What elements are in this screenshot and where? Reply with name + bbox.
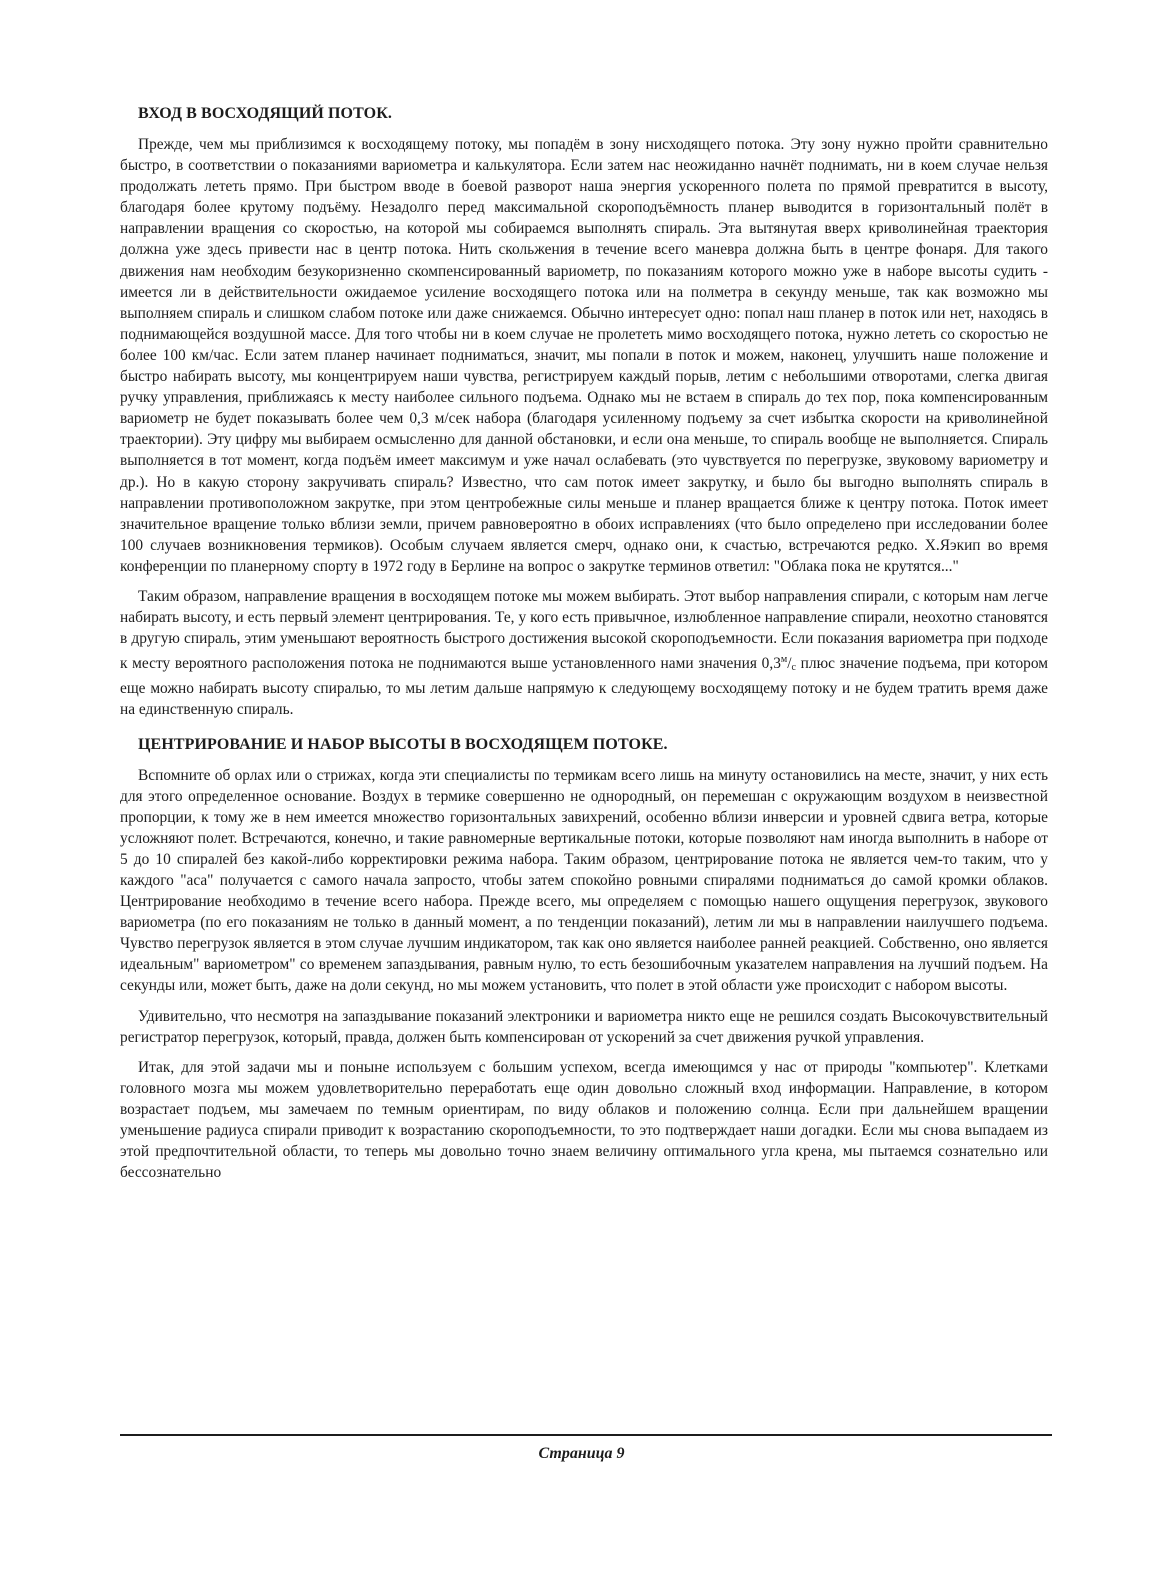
section-heading-entry: ВХОД В ВОСХОДЯЩИЙ ПОТОК. <box>138 105 393 122</box>
paragraph: Удивительно, что несмотря на запаздывание показаний электроники и вариометра никто еще не решился создать Высокочувствительный регистратор перегрузок, который, правда, должен быть компенсирован от ускорений за счет движения ручкой управления. <box>120 1007 1048 1046</box>
paragraph-text: Таким образом, направление вращения в восходящем потоке мы можем выбирать. Этот выбор направления спирали, с которым нам легче набирать высоту, и есть первый элемент центрирования. Те, у кого есть привычное, излюбленное направление спирали, неохотно становятся в другую спираль, этим уменьшают вероятность быстрого достижения высокой скороподъемности. Если показания вариометра при подходе к месту вероятного расположения потока не поднимаются выше установленного нами значения 0,3 <box>120 587 1048 673</box>
paragraph: Вспомните об орлах или о стрижах, когда эти специалисты по термикам всего лишь на минуту остановились на месте, значит, у них есть для этого определенное основание. Воздух в термике совершенно не однородный, он перемешан с окружающим воздухом в неизвестной пропорции, к тому же в нем имеется множество горизонтальных завихрений, особенно вблизи инверсии и уровней сдвига ветра, которые усложняют полет. Встречаются, конечно, и такие равномерные вертикальные потоки, которые позволяют нам иногда выполнить в наборе от 5 до 10 спиралей без какой-либо корректировки режима набора. Таким образом, центрирование потока не является чем-то таким, что у каждого "аса" получается с самого начала запросто, чтобы затем спокойно ровными спиралями подниматься до самой кромки облаков. Центрирование необходимо в течение всего набора. Прежде всего, мы определяем с помощью нашего ощущения перегрузок, звукового вариометра (по его показаниям не только в данный момент, а по тенденции показаний), летим ли мы в направлении наилучшего подъема. Чувство перегрузок является в этом случае лучшим индикатором, так как оно является наиболее ранней реакцией. Собственно, оно является идеальным" вариометром" со временем запаздывания, равным нулю, то есть безошибочным указателем направления на лучший подъем. На секунды или, может быть, даже на доли секунд, но мы можем установить, что полет в этой области уже происходит с набором высоты. <box>120 766 1048 995</box>
unit-fraction <box>781 655 796 672</box>
unit-denominator: с <box>791 662 796 674</box>
page-number: Страница 9 <box>538 1445 625 1462</box>
paragraph <box>120 586 1048 721</box>
paragraph: Прежде, чем мы приблизимся к восходящему потоку, мы попадём в зону нисходящего потока. Эту зону нужно пройти сравнительно быстро, в соответствии о показаниями вариометра и калькулятора. Если затем нас неожиданно начнёт поднимать, ни в коем случае нельзя продолжать лететь прямо. При быстром вводе в боевой разворот наша энергия ускоренного полета по прямой превратится в высоту, благодаря более крутому подъёму. Незадолго перед максимальной скороподъёмность планер выводится в горизонтальный полёт в направлении вращения со скоростью, на которой мы собираемся выполнять спираль. Эта вытянутая вверх криволинейная траектория должна уже здесь привести нас в центр потока. Нить скольжения в течение всего маневра должна быть в центре фонаря. Для такого движения нам необходим безукоризненно скомпенсированный вариометр, по показаниям которого можно уже в наборе высоты судить - имеется ли в действительности ожидаемое усиление восходящего потока или на полметра в секунду меньше, так как возможно мы выполняем спираль и слишком слабом потоке или даже снижаемся. Обычно интересует одно: попал наш планер в поток или нет, находясь в поднимающейся воздушной массе. Для того чтобы ни в коем случае не пролететь мимо восходящего потока, нужно лететь со скоростью не более 100 км/час. Если затем планер начинает подниматься, значит, мы попали в поток и можем, наконец, улучшить наше положение и быстро набирать высоту, мы концентрируем наши чувства, регистрируем каждый порыв, летим с небольшими отворотами, слегка двигая ручку управления, приближаясь к месту наиболее сильного подъема. Однако мы не встаем в спираль до тех пор, пока компенсированным вариометр не будет показывать более чем 0,3 м/сек набора (благодаря усиленному подъему за счет избытка скорости на криволинейной траектории). Эту цифру мы выбираем осмысленно для данной обстановки, и если она меньше, то спираль вообще не выполняется. Спираль выполняется в тот момент, когда подъём имеет максимум и уже начал ослабевать (это чувствуется по перегрузке, звуковому вариометру и др.). Но в какую сторону закручивать спираль? Известно, что сам поток имеет закрутку, и было бы выгодно выполнять спираль в направлении противоположном закрутке, при этом центробежные силы меньше и планер вращается ближе к центру потока. Поток имеет значительное вращение только вблизи земли, причем равновероятно в обоих исправлениях (что было определено при исследовании более 100 случаев возникновения термиков). Особым случаем является смерч, однако они, к счастью, встречаются редко. Х.Яэкип во время конференции по планерному спорту в 1972 году в Берлине на вопрос о закрутке терминов ответил: "Облака пока не крутятся..." <box>120 136 1048 575</box>
unit-slash: / <box>787 655 792 673</box>
footer-divider <box>120 1434 1052 1436</box>
unit-numerator: м <box>780 654 788 666</box>
page-content <box>120 104 1048 1192</box>
paragraph-text: плюс значение подъема, при котором еще можно набирать высоту спиралью, то мы летим дальше напрямую к следующему восходящему потоку и не будем тратить время даже на единственную спираль. <box>120 655 1048 719</box>
paragraph: Итак, для этой задачи мы и поныне используем с большим успехом, всегда имеющимся у нас от природы "компьютер". Клетками головного мозга мы можем удовлетворительно переработать еще один довольно сложный вход информации. Направление, в котором возрастает подъем, мы замечаем по темным ориентирам, по виду облаков и положению солнца. Если при дальнейшем вращении уменьшение радиуса спирали приводит к возрастанию скороподъемности, то это подтверждает наши догадки. Если мы снова выпадаем из этой предпочтительной области, то теперь мы довольно точно знаем величину оптимального угла крена, мы пытаемся сознательно или бессознательно <box>120 1058 1048 1182</box>
section-heading-centering: ЦЕНТРИРОВАНИЕ И НАБОР ВЫСОТЫ В ВОСХОДЯЩЕМ ПОТОКЕ. <box>138 735 668 753</box>
